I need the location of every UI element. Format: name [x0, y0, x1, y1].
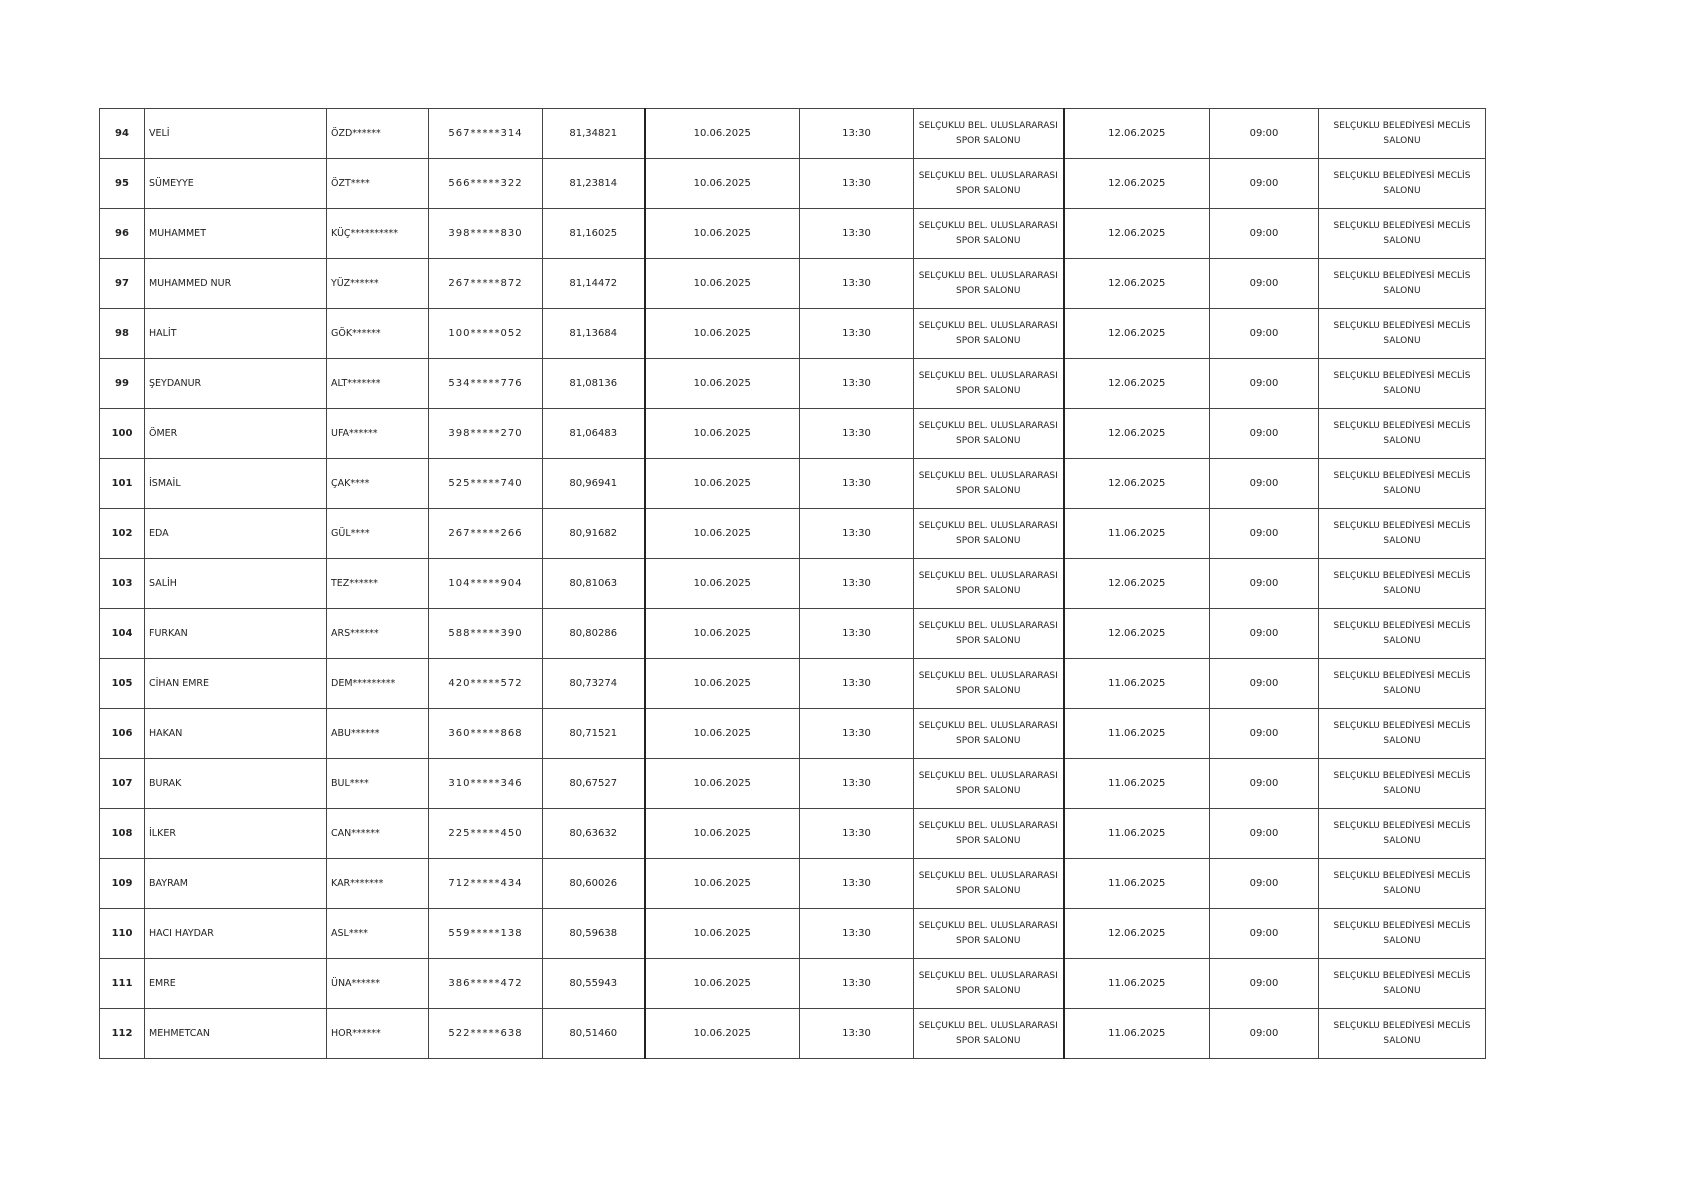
surname-cell: ÖZD****** [327, 109, 429, 159]
row-number-cell: 110 [100, 909, 145, 959]
score-cell: 81,14472 [543, 259, 645, 309]
interview-location-cell: SELÇUKLU BELEDİYESİ MECLİS SALONU [1319, 509, 1486, 559]
interview-time-cell: 09:00 [1210, 659, 1319, 709]
row-number-cell: 106 [100, 709, 145, 759]
first-name-cell: EMRE [145, 959, 327, 1009]
first-name-cell: VELİ [145, 109, 327, 159]
score-cell: 80,59638 [543, 909, 645, 959]
interview-date-cell: 12.06.2025 [1064, 309, 1210, 359]
exam-date-cell: 10.06.2025 [645, 409, 800, 459]
interview-time-cell: 09:00 [1210, 809, 1319, 859]
row-number-cell: 97 [100, 259, 145, 309]
interview-date-cell: 12.06.2025 [1064, 909, 1210, 959]
exam-location-cell: SELÇUKLU BEL. ULUSLARARASI SPOR SALONU [914, 209, 1064, 259]
row-number-cell: 99 [100, 359, 145, 409]
score-cell: 81,16025 [543, 209, 645, 259]
surname-cell: ALT******* [327, 359, 429, 409]
score-cell: 80,60026 [543, 859, 645, 909]
first-name-cell: FURKAN [145, 609, 327, 659]
exam-location-cell: SELÇUKLU BEL. ULUSLARARASI SPOR SALONU [914, 409, 1064, 459]
score-cell: 80,91682 [543, 509, 645, 559]
row-number-cell: 109 [100, 859, 145, 909]
exam-date-cell: 10.06.2025 [645, 459, 800, 509]
interview-time-cell: 09:00 [1210, 409, 1319, 459]
exam-date-cell: 10.06.2025 [645, 809, 800, 859]
interview-date-cell: 11.06.2025 [1064, 959, 1210, 1009]
interview-location-cell: SELÇUKLU BELEDİYESİ MECLİS SALONU [1319, 709, 1486, 759]
id-number-cell: 104*****904 [429, 559, 543, 609]
first-name-cell: İLKER [145, 809, 327, 859]
first-name-cell: MUHAMMED NUR [145, 259, 327, 309]
interview-time-cell: 09:00 [1210, 359, 1319, 409]
interview-date-cell: 12.06.2025 [1064, 109, 1210, 159]
row-number-cell: 95 [100, 159, 145, 209]
id-number-cell: 567*****314 [429, 109, 543, 159]
id-number-cell: 360*****868 [429, 709, 543, 759]
interview-location-cell: SELÇUKLU BELEDİYESİ MECLİS SALONU [1319, 609, 1486, 659]
exam-date-cell: 10.06.2025 [645, 959, 800, 1009]
exam-location-cell: SELÇUKLU BEL. ULUSLARARASI SPOR SALONU [914, 809, 1064, 859]
table-row [100, 409, 1486, 459]
exam-time-cell: 13:30 [800, 359, 914, 409]
table-row [100, 959, 1486, 1009]
table-row [100, 559, 1486, 609]
interview-date-cell: 12.06.2025 [1064, 259, 1210, 309]
surname-cell: UFA****** [327, 409, 429, 459]
surname-cell: KAR******* [327, 859, 429, 909]
table-row [100, 459, 1486, 509]
exam-time-cell: 13:30 [800, 459, 914, 509]
interview-location-cell: SELÇUKLU BELEDİYESİ MECLİS SALONU [1319, 659, 1486, 709]
exam-location-cell: SELÇUKLU BEL. ULUSLARARASI SPOR SALONU [914, 159, 1064, 209]
id-number-cell: 566*****322 [429, 159, 543, 209]
interview-date-cell: 11.06.2025 [1064, 809, 1210, 859]
surname-cell: ARS****** [327, 609, 429, 659]
exam-location-cell: SELÇUKLU BEL. ULUSLARARASI SPOR SALONU [914, 559, 1064, 609]
interview-time-cell: 09:00 [1210, 859, 1319, 909]
exam-location-cell: SELÇUKLU BEL. ULUSLARARASI SPOR SALONU [914, 1009, 1064, 1059]
row-number-cell: 100 [100, 409, 145, 459]
surname-cell: ÖZT**** [327, 159, 429, 209]
first-name-cell: MEHMETCAN [145, 1009, 327, 1059]
row-number-cell: 103 [100, 559, 145, 609]
surname-cell: GÖK****** [327, 309, 429, 359]
table-row [100, 109, 1486, 159]
surname-cell: ASL**** [327, 909, 429, 959]
interview-time-cell: 09:00 [1210, 259, 1319, 309]
table-row [100, 909, 1486, 959]
table-row [100, 509, 1486, 559]
exam-date-cell: 10.06.2025 [645, 359, 800, 409]
score-cell: 80,63632 [543, 809, 645, 859]
row-number-cell: 102 [100, 509, 145, 559]
score-cell: 81,08136 [543, 359, 645, 409]
exam-time-cell: 13:30 [800, 959, 914, 1009]
interview-location-cell: SELÇUKLU BELEDİYESİ MECLİS SALONU [1319, 359, 1486, 409]
table-row [100, 159, 1486, 209]
exam-date-cell: 10.06.2025 [645, 309, 800, 359]
first-name-cell: ŞEYDANUR [145, 359, 327, 409]
score-cell: 80,81063 [543, 559, 645, 609]
table-row [100, 809, 1486, 859]
interview-location-cell: SELÇUKLU BELEDİYESİ MECLİS SALONU [1319, 959, 1486, 1009]
score-cell: 80,96941 [543, 459, 645, 509]
exam-location-cell: SELÇUKLU BEL. ULUSLARARASI SPOR SALONU [914, 459, 1064, 509]
surname-cell: ABU****** [327, 709, 429, 759]
row-number-cell: 105 [100, 659, 145, 709]
interview-date-cell: 12.06.2025 [1064, 359, 1210, 409]
exam-date-cell: 10.06.2025 [645, 909, 800, 959]
interview-time-cell: 09:00 [1210, 209, 1319, 259]
interview-time-cell: 09:00 [1210, 759, 1319, 809]
exam-time-cell: 13:30 [800, 259, 914, 309]
id-number-cell: 267*****872 [429, 259, 543, 309]
exam-date-cell: 10.06.2025 [645, 559, 800, 609]
interview-date-cell: 12.06.2025 [1064, 609, 1210, 659]
exam-time-cell: 13:30 [800, 759, 914, 809]
first-name-cell: HALİT [145, 309, 327, 359]
exam-time-cell: 13:30 [800, 609, 914, 659]
interview-time-cell: 09:00 [1210, 959, 1319, 1009]
row-number-cell: 107 [100, 759, 145, 809]
id-number-cell: 398*****830 [429, 209, 543, 259]
table-row [100, 709, 1486, 759]
exam-date-cell: 10.06.2025 [645, 709, 800, 759]
table-row [100, 659, 1486, 709]
id-number-cell: 522*****638 [429, 1009, 543, 1059]
exam-date-cell: 10.06.2025 [645, 209, 800, 259]
id-number-cell: 100*****052 [429, 309, 543, 359]
surname-cell: YÜZ****** [327, 259, 429, 309]
first-name-cell: SALİH [145, 559, 327, 609]
table-row [100, 1009, 1486, 1059]
interview-time-cell: 09:00 [1210, 159, 1319, 209]
row-number-cell: 111 [100, 959, 145, 1009]
row-number-cell: 96 [100, 209, 145, 259]
interview-date-cell: 12.06.2025 [1064, 159, 1210, 209]
exam-location-cell: SELÇUKLU BEL. ULUSLARARASI SPOR SALONU [914, 259, 1064, 309]
exam-time-cell: 13:30 [800, 409, 914, 459]
exam-location-cell: SELÇUKLU BEL. ULUSLARARASI SPOR SALONU [914, 609, 1064, 659]
exam-date-cell: 10.06.2025 [645, 859, 800, 909]
score-cell: 81,13684 [543, 309, 645, 359]
row-number-cell: 101 [100, 459, 145, 509]
exam-date-cell: 10.06.2025 [645, 259, 800, 309]
table-row [100, 359, 1486, 409]
interview-location-cell: SELÇUKLU BELEDİYESİ MECLİS SALONU [1319, 259, 1486, 309]
exam-location-cell: SELÇUKLU BEL. ULUSLARARASI SPOR SALONU [914, 359, 1064, 409]
interview-date-cell: 12.06.2025 [1064, 559, 1210, 609]
exam-time-cell: 13:30 [800, 859, 914, 909]
exam-location-cell: SELÇUKLU BEL. ULUSLARARASI SPOR SALONU [914, 909, 1064, 959]
interview-location-cell: SELÇUKLU BELEDİYESİ MECLİS SALONU [1319, 909, 1486, 959]
id-number-cell: 559*****138 [429, 909, 543, 959]
interview-time-cell: 09:00 [1210, 1009, 1319, 1059]
interview-time-cell: 09:00 [1210, 309, 1319, 359]
first-name-cell: ÖMER [145, 409, 327, 459]
interview-date-cell: 11.06.2025 [1064, 659, 1210, 709]
exam-date-cell: 10.06.2025 [645, 1009, 800, 1059]
id-number-cell: 712*****434 [429, 859, 543, 909]
score-cell: 80,55943 [543, 959, 645, 1009]
id-number-cell: 386*****472 [429, 959, 543, 1009]
exam-location-cell: SELÇUKLU BEL. ULUSLARARASI SPOR SALONU [914, 659, 1064, 709]
score-cell: 81,23814 [543, 159, 645, 209]
exam-location-cell: SELÇUKLU BEL. ULUSLARARASI SPOR SALONU [914, 709, 1064, 759]
id-number-cell: 267*****266 [429, 509, 543, 559]
row-number-cell: 94 [100, 109, 145, 159]
surname-cell: KÜÇ********** [327, 209, 429, 259]
id-number-cell: 225*****450 [429, 809, 543, 859]
interview-location-cell: SELÇUKLU BELEDİYESİ MECLİS SALONU [1319, 209, 1486, 259]
interview-location-cell: SELÇUKLU BELEDİYESİ MECLİS SALONU [1319, 109, 1486, 159]
row-number-cell: 98 [100, 309, 145, 359]
exam-time-cell: 13:30 [800, 809, 914, 859]
first-name-cell: SÜMEYYE [145, 159, 327, 209]
surname-cell: HOR****** [327, 1009, 429, 1059]
first-name-cell: İSMAİL [145, 459, 327, 509]
table-row [100, 259, 1486, 309]
first-name-cell: EDA [145, 509, 327, 559]
score-cell: 81,06483 [543, 409, 645, 459]
table-row [100, 759, 1486, 809]
id-number-cell: 420*****572 [429, 659, 543, 709]
surname-cell: BUL**** [327, 759, 429, 809]
interview-date-cell: 11.06.2025 [1064, 859, 1210, 909]
score-cell: 80,51460 [543, 1009, 645, 1059]
interview-date-cell: 11.06.2025 [1064, 1009, 1210, 1059]
id-number-cell: 534*****776 [429, 359, 543, 409]
exam-time-cell: 13:30 [800, 209, 914, 259]
exam-location-cell: SELÇUKLU BEL. ULUSLARARASI SPOR SALONU [914, 109, 1064, 159]
interview-time-cell: 09:00 [1210, 109, 1319, 159]
exam-location-cell: SELÇUKLU BEL. ULUSLARARASI SPOR SALONU [914, 959, 1064, 1009]
first-name-cell: BURAK [145, 759, 327, 809]
row-number-cell: 108 [100, 809, 145, 859]
interview-date-cell: 11.06.2025 [1064, 759, 1210, 809]
interview-date-cell: 12.06.2025 [1064, 409, 1210, 459]
exam-date-cell: 10.06.2025 [645, 609, 800, 659]
interview-location-cell: SELÇUKLU BELEDİYESİ MECLİS SALONU [1319, 859, 1486, 909]
interview-date-cell: 11.06.2025 [1064, 509, 1210, 559]
interview-time-cell: 09:00 [1210, 459, 1319, 509]
table-body [100, 109, 1486, 1059]
surname-cell: GÜL**** [327, 509, 429, 559]
table-row [100, 609, 1486, 659]
interview-location-cell: SELÇUKLU BELEDİYESİ MECLİS SALONU [1319, 459, 1486, 509]
table-row [100, 859, 1486, 909]
interview-date-cell: 11.06.2025 [1064, 709, 1210, 759]
surname-cell: ÜNA****** [327, 959, 429, 1009]
id-number-cell: 398*****270 [429, 409, 543, 459]
score-cell: 80,71521 [543, 709, 645, 759]
exam-time-cell: 13:30 [800, 109, 914, 159]
score-cell: 80,73274 [543, 659, 645, 709]
id-number-cell: 588*****390 [429, 609, 543, 659]
first-name-cell: BAYRAM [145, 859, 327, 909]
first-name-cell: HACI HAYDAR [145, 909, 327, 959]
first-name-cell: MUHAMMET [145, 209, 327, 259]
first-name-cell: HAKAN [145, 709, 327, 759]
exam-time-cell: 13:30 [800, 159, 914, 209]
score-cell: 80,67527 [543, 759, 645, 809]
id-number-cell: 525*****740 [429, 459, 543, 509]
surname-cell: TEZ****** [327, 559, 429, 609]
score-cell: 81,34821 [543, 109, 645, 159]
interview-time-cell: 09:00 [1210, 609, 1319, 659]
interview-location-cell: SELÇUKLU BELEDİYESİ MECLİS SALONU [1319, 409, 1486, 459]
exam-location-cell: SELÇUKLU BEL. ULUSLARARASI SPOR SALONU [914, 859, 1064, 909]
interview-location-cell: SELÇUKLU BELEDİYESİ MECLİS SALONU [1319, 559, 1486, 609]
interview-time-cell: 09:00 [1210, 709, 1319, 759]
score-cell: 80,80286 [543, 609, 645, 659]
surname-cell: CAN****** [327, 809, 429, 859]
table-row [100, 309, 1486, 359]
interview-location-cell: SELÇUKLU BELEDİYESİ MECLİS SALONU [1319, 1009, 1486, 1059]
exam-date-cell: 10.06.2025 [645, 509, 800, 559]
exam-time-cell: 13:30 [800, 659, 914, 709]
candidate-schedule-table [99, 108, 1486, 1059]
row-number-cell: 112 [100, 1009, 145, 1059]
exam-time-cell: 13:30 [800, 1009, 914, 1059]
exam-time-cell: 13:30 [800, 509, 914, 559]
id-number-cell: 310*****346 [429, 759, 543, 809]
exam-location-cell: SELÇUKLU BEL. ULUSLARARASI SPOR SALONU [914, 509, 1064, 559]
interview-date-cell: 12.06.2025 [1064, 459, 1210, 509]
interview-time-cell: 09:00 [1210, 509, 1319, 559]
interview-date-cell: 12.06.2025 [1064, 209, 1210, 259]
exam-location-cell: SELÇUKLU BEL. ULUSLARARASI SPOR SALONU [914, 309, 1064, 359]
row-number-cell: 104 [100, 609, 145, 659]
interview-time-cell: 09:00 [1210, 559, 1319, 609]
exam-date-cell: 10.06.2025 [645, 759, 800, 809]
exam-time-cell: 13:30 [800, 559, 914, 609]
exam-time-cell: 13:30 [800, 309, 914, 359]
surname-cell: DEM********* [327, 659, 429, 709]
exam-time-cell: 13:30 [800, 709, 914, 759]
exam-date-cell: 10.06.2025 [645, 659, 800, 709]
interview-time-cell: 09:00 [1210, 909, 1319, 959]
surname-cell: ÇAK**** [327, 459, 429, 509]
interview-location-cell: SELÇUKLU BELEDİYESİ MECLİS SALONU [1319, 309, 1486, 359]
exam-date-cell: 10.06.2025 [645, 159, 800, 209]
interview-location-cell: SELÇUKLU BELEDİYESİ MECLİS SALONU [1319, 809, 1486, 859]
table-row [100, 209, 1486, 259]
first-name-cell: CİHAN EMRE [145, 659, 327, 709]
exam-time-cell: 13:30 [800, 909, 914, 959]
interview-location-cell: SELÇUKLU BELEDİYESİ MECLİS SALONU [1319, 759, 1486, 809]
exam-location-cell: SELÇUKLU BEL. ULUSLARARASI SPOR SALONU [914, 759, 1064, 809]
exam-date-cell: 10.06.2025 [645, 109, 800, 159]
interview-location-cell: SELÇUKLU BELEDİYESİ MECLİS SALONU [1319, 159, 1486, 209]
